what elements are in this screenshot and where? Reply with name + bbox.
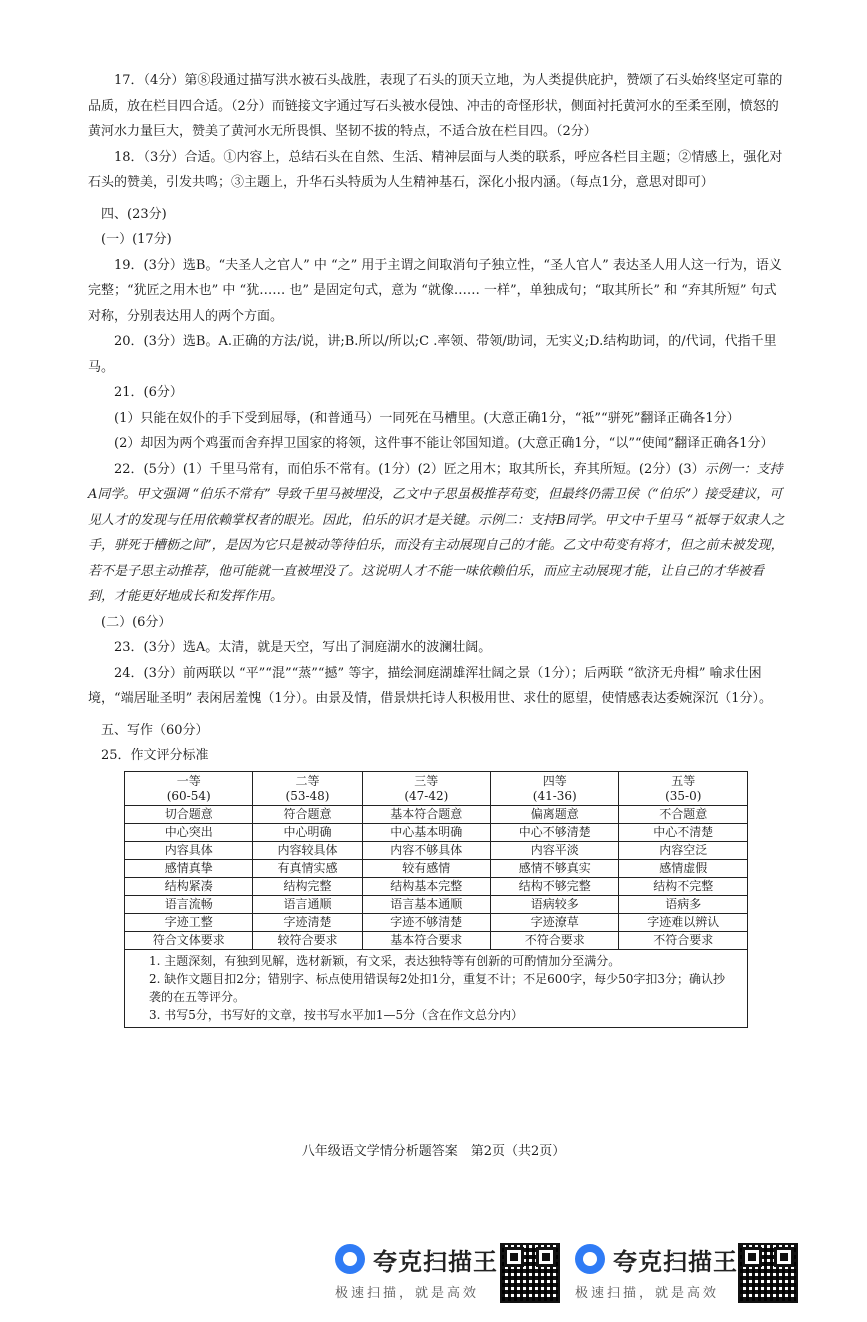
grading-table-body (125, 805, 748, 949)
scanner-brand: 夸克扫描王 (373, 1248, 498, 1276)
grade-2-header: 二等 (53-48) (253, 771, 362, 805)
section-4-heading: 四、(23分) (101, 206, 167, 222)
answer-18: 18．（3分）合适。①内容上，总结石头在自然、生活、精神层面与人类的联系，呼应各栏目主题；②情感上，强化对石头的赞美，引发共鸣；③主题上，升华石头特质为人生精神基石，深化小报内涵。（每点1分，意思对即可） (88, 149, 783, 190)
grading-cell: 内容空泛 (619, 841, 748, 859)
answer-22-lead: 22．(5分）(1）千里马常有，而伯乐不常有。(1分）(2）匠之用木；取其所长，弃其所短。(2分）(3） (114, 461, 705, 477)
grading-table-row (125, 913, 748, 931)
grading-cell: 结构紧凑 (125, 877, 253, 895)
answer-19: 19．(3分）选B。“夫圣人之官人” 中 “之” 用于主谓之间取消句子独立性，“圣人官人” 表达圣人用人这一行为，语义完整；“犹匠之用木也” 中 “犹…… 也” 是固定句式，意为 “就像…… 一样”，单独成句；“取其所长” 和 “弃其所短” 句式对称，分别表达用人的两个方面。 (88, 257, 782, 324)
essay-grading-table (124, 771, 748, 1028)
grading-cell: 较有感情 (362, 859, 490, 877)
scanner-logo-icon (575, 1244, 605, 1274)
grading-cell: 感情不够真实 (491, 859, 619, 877)
grade-3-header: 三等 (47-42) (362, 771, 490, 805)
grading-note: 3. 书写5分，书写好的文章，按书写水平加1—5分（含在作文总分内） (149, 1007, 524, 1022)
answer-21-part-2: (2）却因为两个鸡蛋而舍弃捍卫国家的将领，这件事不能让邻国知道。(大意正确1分，“以”“使闻”翻译正确各1分） (114, 436, 774, 451)
answer-22-examples: 示例一：支持A同学。甲文强调 “伯乐不常有” 导致千里马被埋没，乙文中子思虽极推荐苟变，但最终仍需卫侯（“伯乐”）接受建议，可见人才的发现与任用依赖掌权者的眼光。因此，伯乐的识才是关键。示例二：支持B同学。甲文中千里马 “祗辱于奴隶人之手，骈死于槽枥之间”，是因为它只是被动等待伯乐，而没有主动展现自己的才能。乙文中苟变有将才，但之前未被发现，若不是子思主动推荐，他可能就一直被埋没了。这说明人才不能一味依赖伯乐，而应主动展现才能，让自己的才华被看到，才能更好地成长和发挥作用。 (88, 461, 785, 604)
grading-cell: 内容不够具体 (362, 841, 490, 859)
qr-code-icon (500, 1243, 560, 1303)
grading-cell: 符合文体要求 (125, 931, 253, 949)
grading-cell: 基本符合要求 (362, 931, 490, 949)
answer-17: 17．（4分）第⑧段通过描写洪水被石头战胜，表现了石头的顶天立地，为人类提供庇护，赞颂了石头始终坚定可靠的品质，放在栏目四合适。（2分）而链接文字通过写石头被水侵蚀、冲击的奇怪形状，侧面衬托黄河水的至柔至刚，愤怒的黄河水力量巨大，赞美了黄河水无所畏惧、坚韧不拔的特点，不适合放在栏目四。（2分） (88, 73, 783, 139)
grading-note: 2. 缺作文题目扣2分；错别字、标点使用错误每2处扣1分，重复不计；不足600字，每少50字扣3分；确认抄袭的在五等评分。 (149, 971, 725, 1004)
grading-cell: 中心突出 (125, 823, 253, 841)
answer-22 (88, 457, 788, 610)
grading-cell: 字迹潦草 (491, 913, 619, 931)
grading-cell: 语言流畅 (125, 895, 253, 913)
grading-note: 1. 主题深刻，有独到见解，选材新颖，有文采，表达独特等有创新的可酌情加分至满分。 (149, 953, 621, 968)
scanner-brand: 夸克扫描王 (613, 1248, 738, 1276)
grade-4-header: 四等 (41-36) (491, 771, 619, 805)
grading-cell: 语病多 (619, 895, 748, 913)
grading-cell: 中心基本明确 (362, 823, 490, 841)
grading-table-header-row (125, 771, 748, 805)
grading-cell: 结构不完整 (619, 877, 748, 895)
grading-table-row (125, 805, 748, 823)
grading-cell: 语言基本通顺 (362, 895, 490, 913)
grading-cell: 感情虚假 (619, 859, 748, 877)
grading-table-row (125, 931, 748, 949)
grading-cell: 切合题意 (125, 805, 253, 823)
grading-cell: 语病较多 (491, 895, 619, 913)
answer-21-part-1: (1）只能在奴仆的手下受到屈辱，(和普通马）一同死在马槽里。(大意正确1分，“祗”“骈死”翻译正确各1分） (114, 410, 740, 426)
grading-table-row (125, 877, 748, 895)
grading-notes-row (125, 949, 748, 1027)
grading-cell: 不符合要求 (491, 931, 619, 949)
scanner-slogan: 极速扫描，就是高效 (575, 1286, 720, 1301)
grading-table-row (125, 859, 748, 877)
grade-1-header: 一等 (60-54) (125, 771, 253, 805)
grading-cell: 不合题意 (619, 805, 748, 823)
grading-cell: 中心明确 (253, 823, 362, 841)
grading-cell: 不符合要求 (619, 931, 748, 949)
grading-cell: 字迹难以辨认 (619, 913, 748, 931)
grading-cell: 字迹工整 (125, 913, 253, 931)
grading-cell: 结构不够完整 (491, 877, 619, 895)
grading-cell: 字迹清楚 (253, 913, 362, 931)
page-footer: 八年级语文学情分析题答案 第2页（共2页） (301, 1144, 566, 1159)
grading-cell: 语言通顺 (253, 895, 362, 913)
answer-25-title: 25．作文评分标准 (101, 748, 209, 763)
grading-cell: 字迹不够清楚 (362, 913, 490, 931)
grading-cell: 中心不清楚 (619, 823, 748, 841)
answer-20: 20．(3分）选B。A.正确的方法/说，讲;B.所以/所以;C .率领、带领/助词，无实义;D.结构助词，的/代词，代指千里马。 (88, 334, 777, 375)
section-4-part-1-heading: (一）(17分) (101, 232, 172, 247)
grading-cell: 偏离题意 (491, 805, 619, 823)
section-4-part-2-heading: (二）(6分） (101, 614, 172, 630)
qr-code-icon (738, 1243, 798, 1303)
grading-notes (125, 949, 748, 1027)
answer-23: 23．(3分）选A。太清，就是天空，写出了洞庭湖水的波澜壮阔。 (114, 640, 492, 655)
answer-page (88, 68, 788, 1028)
grading-cell: 内容较具体 (253, 841, 362, 859)
grading-cell: 有真情实感 (253, 859, 362, 877)
grading-cell: 基本符合题意 (362, 805, 490, 823)
grading-table-row (125, 823, 748, 841)
grading-cell: 内容平淡 (491, 841, 619, 859)
answer-21: 21．(6分） (114, 385, 183, 400)
section-5-heading: 五、写作（60分） (101, 722, 209, 738)
grading-cell: 中心不够清楚 (491, 823, 619, 841)
scanner-slogan: 极速扫描，就是高效 (335, 1286, 480, 1301)
grading-cell: 符合题意 (253, 805, 362, 823)
scanner-logo-icon (335, 1244, 365, 1274)
grading-cell: 结构基本完整 (362, 877, 490, 895)
grade-5-header: 五等 (35-0) (619, 771, 748, 805)
grading-table-row (125, 841, 748, 859)
grading-cell: 内容具体 (125, 841, 253, 859)
grading-cell: 感情真挚 (125, 859, 253, 877)
answer-24: 24．(3分）前两联以 “平”“混”“蒸”“撼” 等字，描绘洞庭湖雄浑壮阔之景（1分）；后两联 “欲济无舟楫” 喻求仕困境，“端居耻圣明” 表闲居羞愧（1分）。由景及情，借景烘托诗人积极用世、求仕的愿望，使情感表达委婉深沉（1分）。 (88, 665, 772, 706)
grading-cell: 结构完整 (253, 877, 362, 895)
grading-table-row (125, 895, 748, 913)
grading-cell: 较符合要求 (253, 931, 362, 949)
